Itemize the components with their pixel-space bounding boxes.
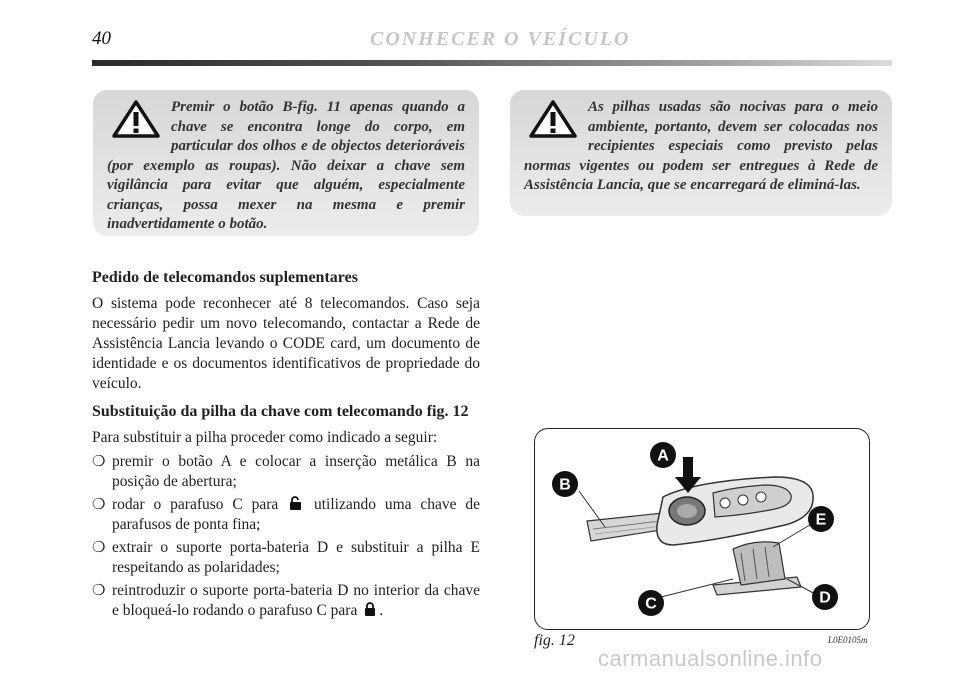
page-header-title: CONHECER O VEÍCULO [370, 28, 631, 50]
list-item [92, 495, 480, 535]
battery-holder [713, 542, 801, 595]
label-e [808, 506, 834, 532]
step-text: . [379, 602, 384, 619]
unlock-icon [289, 496, 303, 510]
step-text: rodar o parafuso C para [112, 496, 279, 513]
warning-triangle-icon [111, 100, 161, 138]
section-heading: Pedido de telecomandos suplementares [92, 269, 358, 286]
svg-text:E: E [815, 511, 827, 529]
label-d [812, 584, 838, 610]
figure-key-battery [534, 428, 870, 630]
list-item [92, 452, 480, 492]
key-body [657, 477, 813, 545]
list-item [92, 581, 480, 621]
watermark: carmanualsonline.info [598, 646, 823, 671]
bullet-icon: ❍ [92, 454, 106, 470]
svg-text:C: C [645, 595, 657, 613]
label-b [552, 471, 578, 497]
svg-text:A: A [657, 447, 669, 465]
warning-triangle-icon [528, 100, 578, 138]
step-text: extrair o suporte porta-bateria D e substituir a pilha E respeitando as polaridades; [112, 539, 480, 576]
key-illustration [535, 429, 869, 629]
key-blade [587, 513, 667, 541]
warning-text-right: As pilhas usadas são nocivas para o meio ambiente, portanto, devem ser colocadas nos recipientes especiais como previsto pelas normas vigentes ou podem ser entregues à Rede de Assistência Lancia, que se encarregará de eliminá-las. [524, 99, 878, 193]
section-heading: Substituição da pilha da chave com telecomando fig. 12 [92, 403, 469, 420]
label-c [638, 590, 664, 616]
step-text: utilizando uma chave de parafusos de ponta fina; [112, 496, 480, 533]
section-extra-remotes [92, 268, 480, 394]
step-text: premir o botão A e colocar a inserção metálica B na posição de abertura; [112, 453, 480, 490]
page-number: 40 [92, 28, 111, 49]
lock-icon [363, 602, 377, 616]
svg-text:D: D [819, 589, 831, 607]
figure-code: L0E0105m [828, 635, 868, 645]
bullet-icon: ❍ [92, 497, 106, 513]
section-paragraph: O sistema pode reconhecer até 8 telecomandos. Caso seja necessário pedir um novo telecomando, contactar a Rede de Assistência Lancia levando o CODE card, um documento de identidade e os documentos identificativos de propriedade do veículo. [92, 295, 480, 392]
figure-caption: fig. 12 [534, 632, 575, 649]
section-battery-replacement [92, 402, 480, 624]
svg-text:B: B [559, 476, 571, 494]
list-item [92, 538, 480, 578]
label-a [650, 442, 676, 468]
steps-list [92, 452, 480, 621]
section-intro: Para substituir a pilha proceder como indicado a seguir: [92, 429, 438, 446]
warning-box-left [93, 90, 479, 236]
bullet-icon: ❍ [92, 540, 106, 556]
warning-box-right [510, 90, 892, 216]
header-rule [92, 60, 892, 66]
bullet-icon: ❍ [92, 583, 106, 599]
step-text: reintroduzir o suporte porta-bateria D no interior da chave e bloqueá-lo rodando o parafuso C para [112, 582, 480, 619]
warning-text-left: Premir o botão B-fig. 11 apenas quando a chave se encontra longe do corpo, em particular dos olhos e de objectos deterioráveis (por exemplo as roupas). Não deixar a chave sem vigilância para evitar que alguém, especialmente crianças, possa mexer na mesma e premir inadvertidamente o botão. [107, 99, 465, 232]
